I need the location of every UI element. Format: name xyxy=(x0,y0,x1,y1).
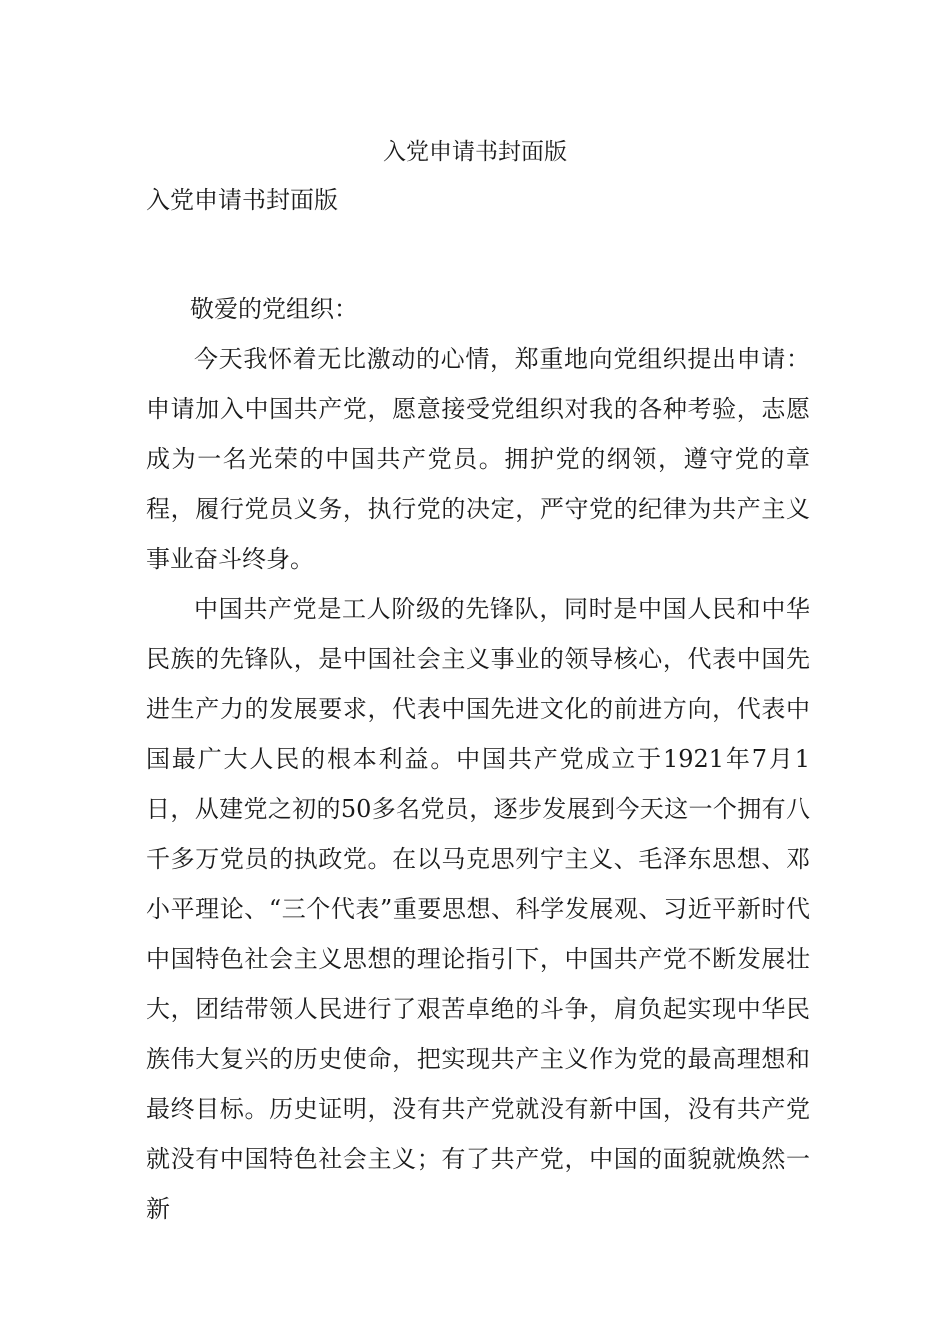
paragraph-2: 中国共产党是工人阶级的先锋队，同时是中国人民和中华民族的先锋队，是中国社会主义事业的领导核心，代表中国先进生产力的发展要求，代表中国先进文化的前进方向，代表中国最广大人民的根本利益。中国共产党成立于1921年7月1日，从建党之初的50多名党员，逐步发展到今天这一个拥有八千多万党员的执政党。在以马克思列宁主义、毛泽东思想、邓小平理论、“三个代表”重要思想、科学发展观、习近平新时代中国特色社会主义思想的理论指引下，中国共产党不断发展壮大，团结带领人民进行了艰苦卓绝的斗争，肩负起实现中华民族伟大复兴的历史使命，把实现共产主义作为党的最高理想和最终目标。历史证明，没有共产党就没有新中国，没有共产党就没有中国特色社会主义；有了共产党，中国的面貌就焕然一新 xyxy=(146,595,810,1223)
document-subtitle: 入党申请书封面版 xyxy=(146,186,338,214)
salutation: 敬爱的党组织： xyxy=(190,295,358,323)
document-body xyxy=(146,284,810,1234)
paragraph-1: 今天我怀着无比激动的心情，郑重地向党组织提出申请：申请加入中国共产党，愿意接受党组织对我的各种考验，志愿成为一名光荣的中国共产党员。拥护党的纲领，遵守党的章程，履行党员义务，执行党的决定，严守党的纪律为共产主义事业奋斗终身。 xyxy=(146,345,810,573)
document-title: 入党申请书封面版 xyxy=(383,139,567,165)
